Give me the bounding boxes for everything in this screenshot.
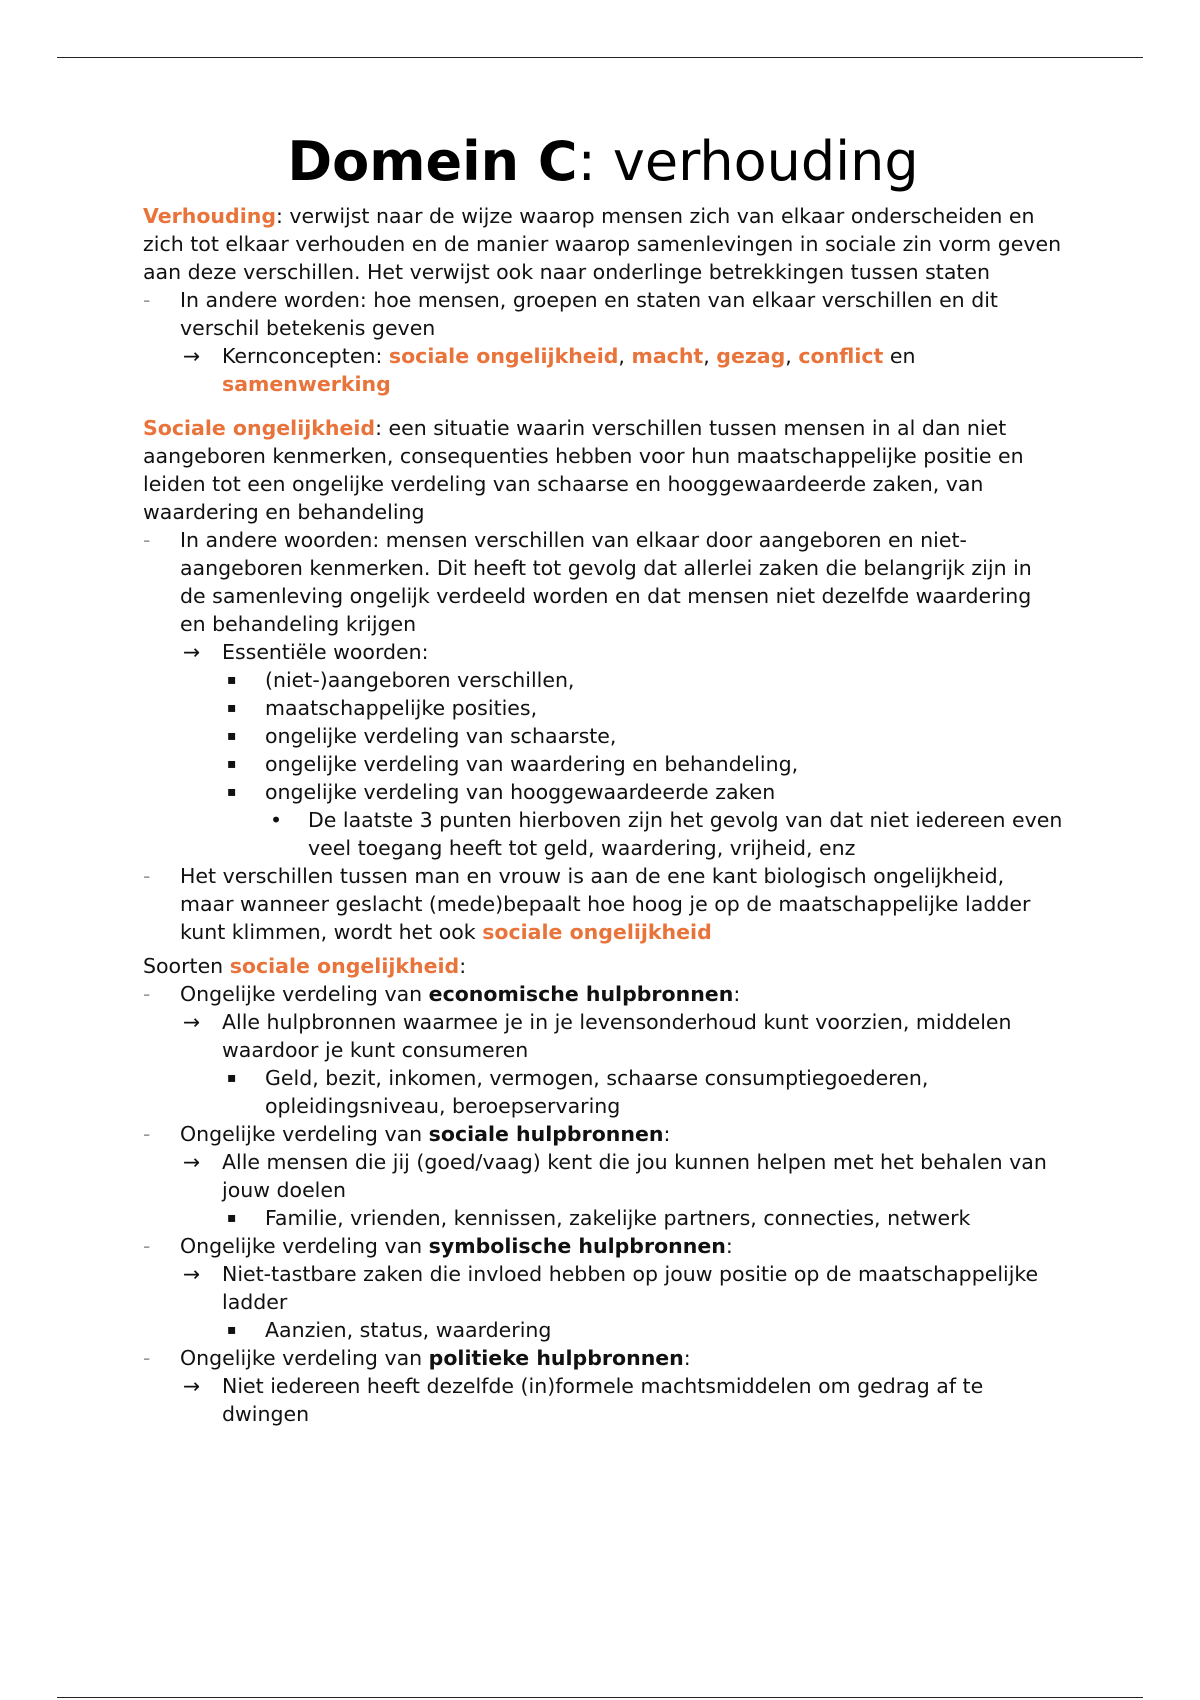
term-verhouding: Verhouding (143, 204, 276, 229)
resource-type: politieke hulpbronnen (428, 1346, 684, 1371)
list-item: → Alle mensen die jij (goed/vaag) kent die jou kunnen helpen met het behalen van jouw doelen (183, 1150, 1047, 1203)
list-item: - Ongelijke verdeling van sociale hulpbronnen: (143, 1122, 671, 1147)
term-sociale-ongelijkheid: sociale ongelijkheid (482, 920, 712, 945)
arrow-icon: → (183, 1374, 201, 1399)
square-bullet-icon: ▪ (227, 672, 237, 689)
term-sociale-ongelijkheid: Sociale ongelijkheid (143, 416, 376, 441)
key-concept: samenwerking (222, 372, 391, 397)
key-concept: macht (631, 344, 704, 369)
list-item: - In andere worden: hoe mensen, groepen en staten van elkaar verschillen en dit verschil betekenis geven (143, 288, 998, 341)
list-item: → Niet iedereen heeft dezelfde (in)formele machtsmiddelen om gedrag af te dwingen (183, 1374, 984, 1427)
bottom-rule (57, 1697, 1143, 1698)
arrow-icon: → (183, 640, 201, 665)
resource-type: symbolische hulpbronnen (428, 1234, 726, 1259)
square-bullet-icon: ▪ (227, 728, 237, 745)
list-item: → Essentiële woorden: (183, 640, 429, 665)
resource-type: economische hulpbronnen (428, 982, 734, 1007)
list-item: → Kernconcepten: sociale ongelijkheid, macht, gezag, conflict en samenwerking (183, 344, 916, 397)
list-item: • De laatste 3 punten hierboven zijn het gevolg van dat niet iedereen even veel toegang heeft tot geld, waardering, vrijheid, enz (270, 808, 1063, 861)
dash-marker: - (143, 982, 151, 1007)
list-item: - Ongelijke verdeling van politieke hulpbronnen: (143, 1346, 691, 1371)
definition-verhouding: Verhouding: verwijst naar de wijze waarop mensen zich van elkaar onderscheiden en zich tot elkaar verhouden en de manier waarop samenlevingen in sociale zin vorm geven aan deze verschillen. Het verwijst ook naar onderlinge betrekkingen tussen staten (143, 204, 1062, 285)
list-item: - Het verschillen tussen man en vrouw is aan de ene kant biologisch ongelijkheid, maar wanneer geslacht (mede)bepaalt hoe hoog je op de maatschappelijke ladder kunt klimmen, wordt het ook sociale ongelijkheid (143, 864, 1031, 945)
title-rest: : verhouding (577, 130, 919, 193)
resource-type: sociale hulpbronnen (428, 1122, 664, 1147)
dash-marker: - (143, 1234, 151, 1259)
list-item: ▪ Familie, vrienden, kennissen, zakelijke partners, connecties, netwerk (227, 1206, 971, 1231)
definition-sociale-ongelijkheid: Sociale ongelijkheid: een situatie waarin verschillen tussen mensen in al dan niet aangeboren kenmerken, consequenties hebben voor hun maatschappelijke positie en leiden tot een ongelijke verdeling van schaarse en hooggewaardeerde zaken, van waardering en behandeling (143, 416, 1024, 525)
arrow-icon: → (183, 1262, 201, 1287)
list-item: ▪ ongelijke verdeling van schaarste, (227, 724, 617, 749)
list-item: ▪ ongelijke verdeling van waardering en behandeling, (227, 752, 799, 777)
key-concept: gezag (716, 344, 786, 369)
list-item: - Ongelijke verdeling van economische hulpbronnen: (143, 982, 741, 1007)
arrow-icon: → (183, 1150, 201, 1175)
list-item: - Ongelijke verdeling van symbolische hulpbronnen: (143, 1234, 733, 1259)
arrow-icon: → (183, 1010, 201, 1035)
square-bullet-icon: ▪ (227, 784, 237, 801)
list-item: ▪ ongelijke verdeling van hooggewaardeerde zaken (227, 780, 776, 805)
square-bullet-icon: ▪ (227, 756, 237, 773)
list-item: → Alle hulpbronnen waarmee je in je levensonderhoud kunt voorzien, middelen waardoor je kunt consumeren (183, 1010, 1012, 1063)
square-bullet-icon: ▪ (227, 1322, 237, 1339)
list-item: → Niet-tastbare zaken die invloed hebben op jouw positie op de maatschappelijke ladder (183, 1262, 1039, 1315)
top-rule (57, 57, 1143, 58)
arrow-icon: → (183, 344, 201, 369)
square-bullet-icon: ▪ (227, 1070, 237, 1087)
list-item: ▪ (niet-)aangeboren verschillen, (227, 668, 575, 693)
title-bold: Domein C (287, 130, 578, 193)
term-sociale-ongelijkheid: sociale ongelijkheid (229, 954, 460, 979)
dash-marker: - (143, 528, 151, 553)
dash-marker: - (143, 1346, 151, 1371)
list-item: ▪ Aanzien, status, waardering (227, 1318, 552, 1343)
key-concept: conflict (798, 344, 884, 369)
dash-marker: - (143, 288, 151, 313)
dash-marker: - (143, 864, 151, 889)
list-item: - In andere woorden: mensen verschillen van elkaar door aangeboren en niet-aangeboren kenmerken. Dit heeft tot gevolg dat allerlei zaken die belangrijk zijn in de samenleving ongelijk verdeeld worden en dat mensen niet dezelfde waardering en behandeling krijgen (143, 528, 1032, 637)
round-bullet-icon: • (270, 808, 283, 833)
list-item: ▪ maatschappelijke posities, (227, 696, 538, 721)
page-title (143, 132, 1063, 192)
square-bullet-icon: ▪ (227, 700, 237, 717)
key-concept: sociale ongelijkheid (388, 344, 619, 369)
section-heading-soorten: Soorten sociale ongelijkheid: (143, 954, 467, 979)
square-bullet-icon: ▪ (227, 1210, 237, 1227)
list-item: ▪ Geld, bezit, inkomen, vermogen, schaarse consumptiegoederen, opleidingsniveau, beroepservaring (227, 1066, 929, 1119)
dash-marker: - (143, 1122, 151, 1147)
document-page (143, 132, 1063, 1428)
